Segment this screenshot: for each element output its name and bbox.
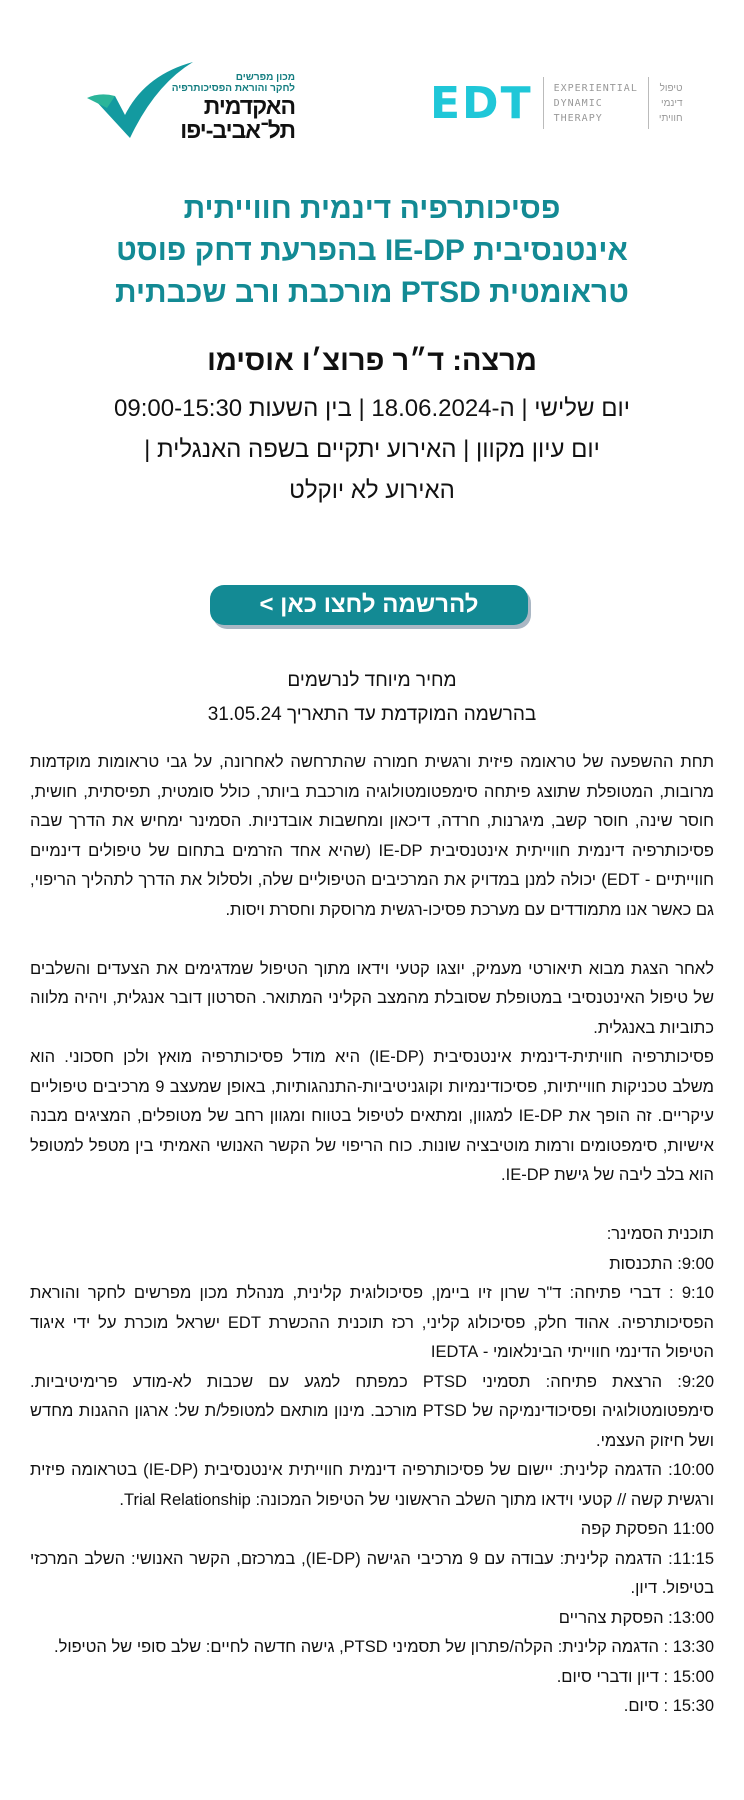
header-logos bbox=[0, 55, 744, 145]
page-title: פסיכותרפיה דינמית חווייתית אינטנסיבית IE-DP בהפרעת דחק פוסט טראומטית PTSD מורכבת ורב שכבתית bbox=[115, 192, 629, 309]
paragraph: תחת ההשפעה של טראומה פיזית ורגשית חמורה שהתרחשה לאחרונה, על גבי טראומות מוקדמות מרובות, המטופלת שתוצג פיתחה סימפטומטולוגיה מורכבת ביותר, כולל סומטית, תפיסתית, חושית, חוסר שינה, חוסר קשב, מיגרנות, חרדה, דיכאון ומחשבות אובדניות. הסמינר ימחיש את הדרך שבה פסיכותרפיה דינמית חווייתית אינטנסיבית IE-DP (שהיא אחד הזרמים בתחום של טיפולים דינמיים חווייתיים - EDT) יכולה למנן במדויק את המרכיבים הטיפוליים שלה, ולסלול את הדרך לתהליך הריפוי, גם כאשר אנו מתמודדים עם מערכת פסיכו-רגשית מרוסקת וחסרת ויסות. bbox=[30, 753, 714, 919]
program-item: 9:00: התכנסות bbox=[609, 1254, 714, 1273]
edt-logo: EDT EXPERIENTIAL DYNAMIC THERAPY טיפול דינמי חוויתי bbox=[430, 77, 683, 129]
event-description bbox=[30, 748, 714, 1722]
program-item: 10:00: הדגמה קלינית: יישום של פסיכותרפיה דינמית חווייתית אינטנסיבית (IE-DP) בטראומה פיזית ורגשית קשה // קטעי וידאו מתוך השלב הראשוני של הטיפול המכונה: Trial Relationship. bbox=[30, 1461, 714, 1509]
register-button[interactable]: להרשמה לחצו כאן > bbox=[210, 585, 528, 625]
program-item: 11:00 הפסקת קפה bbox=[580, 1520, 714, 1538]
program-item: 11:15: הדגמה קלינית: עבודה עם 9 מרכיבי הגישה (IE-DP), במרכזם, הקשר האנושי: השלב המרכזי בטיפול. דיון. bbox=[30, 1549, 714, 1597]
program-item: 9:20: הרצאת פתיחה: תסמיני PTSD כמפתח למגע עם שכבות לא-מודע פרימיטיביות. סימפטומטולוגיה ופסיכודינמיקה של PTSD מורכב. מינון מותאם למטופל/ת של: ארגון ההגנות מחדש ושל חיזוק העצמי. bbox=[30, 1372, 715, 1450]
early-bird-price: מחיר מיוחד לנרשמים בהרשמה המוקדמת עד התאריך 31.05.24 bbox=[207, 670, 537, 725]
paragraph: לאחר הצגת מבוא תיאורטי מעמיק, יוצגו קטעי וידאו מתוך הטיפול שמדגימים את הצעדים והשלבים של טיפול האינטנסיבי במטופלת שסובלת מהמצב הקליני המתואר. הסרטון דובר אנגלית, ויהיה מלווה כתוביות באנגלית. bbox=[30, 959, 714, 1037]
speaker-name: מרצה: ד״ר פרוצ׳ו אוסימו bbox=[207, 345, 537, 377]
program-item: 15:30 : סיום. bbox=[623, 1697, 714, 1715]
program-item: 13:30 : הדגמה קלינית: הקלה/פתרון של תסמיני PTSD, גישה חדשה לחיים: שלב סופי של הטיפול. bbox=[54, 1638, 714, 1656]
program-item: 15:00 : דיון ודברי סיום. bbox=[556, 1667, 714, 1686]
paragraph: פסיכותרפיה חוויתית-דינמית אינטנסיבית (IE-DP) היא מודל פסיכותרפיה מואץ ולכן חסכוני. הוא משלב טכניקות חווייתיות, פסיכודינמיות וקוגניטיביות-התנהגותיות, באופן שמעצב 9 מרכיבים טיפוליים עיקריים. זה הופך את IE-DP למגוון, ומתאים לטיפול בטווח ומגוון רחב של מטופלים, המציגים מבנה אישיות, סימפטומים ורמות מוטיבציה שונות. כוח הריפוי של הקשר האנושי האמיתי בין מטפל למטופל הוא בלב ליבה של גישת IE-DP. bbox=[30, 1048, 715, 1184]
event-details: יום שלישי | ה-18.06.2024 | בין השעות 09:00-15:30 יום עיון מקוון | האירוע יתקיים בשפה האנגלית | האירוע לא יוקלט bbox=[114, 395, 630, 504]
program-item: 13:00: הפסקת צהריים bbox=[558, 1608, 714, 1627]
program-heading: תוכנית הסמינר: bbox=[606, 1225, 714, 1243]
program-item: 9:10 : דברי פתיחה: ד"ר שרון זיו ביימן, פסיכולוגית קלינית, מנהלת מכון מפרשים לחקר והוראת הפסיכותרפיה. אהוד חלק, פסיכולוג קליני, רכז תוכנית ההכשרת EDT ישראל מוכרת על ידי איגוד הטיפול הדינמי חווייתי הבינלאומי - IEDTA bbox=[30, 1284, 714, 1361]
academic-college-logo: מכון מפרשים לחקר והוראת הפסיכותרפיה האקדמית תל־אביב-יפו bbox=[85, 60, 295, 140]
